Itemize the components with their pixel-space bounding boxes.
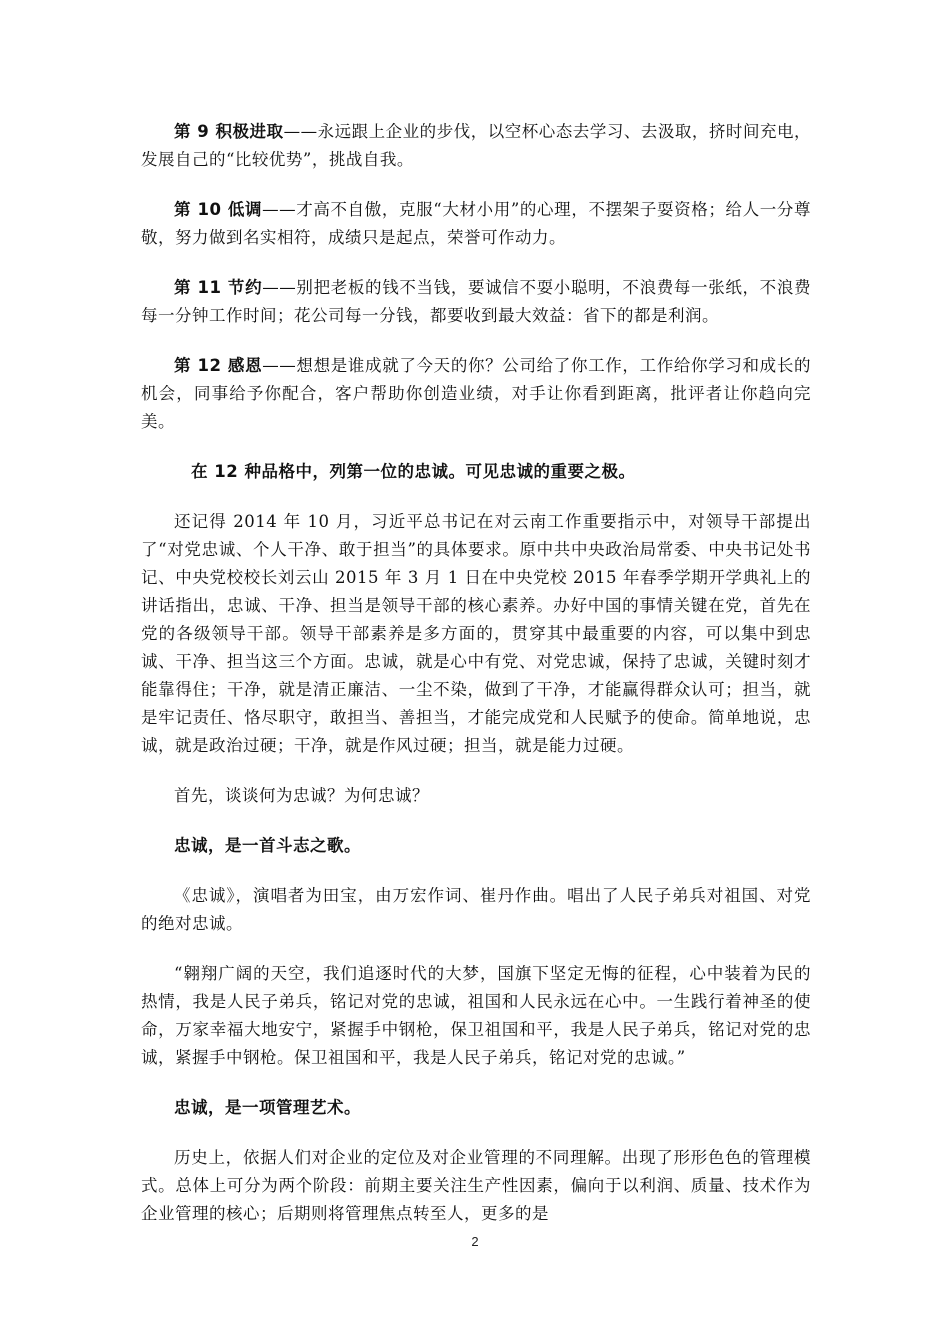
summary-heading: 在 12 种品格中，列第一位的忠诚。可见忠诚的重要之极。 xyxy=(191,462,636,481)
body-paragraph-question: 首先，谈谈何为忠诚？为何忠诚？ xyxy=(174,786,429,805)
trait-item-title: 第 9 积极进取 xyxy=(174,122,284,141)
trait-item-11 xyxy=(141,274,811,330)
trait-item-text: ——别把老板的钱不当钱，要诚信不耍小聪明，不浪费每一张纸，不浪费每一分钟工作时间；花公司每一分钱，都要收到最大效益：省下的都是利润。 xyxy=(141,278,812,325)
trait-item-10 xyxy=(141,196,811,252)
trait-item-text: ——永远跟上企业的步伐，以空杯心态去学习、去汲取，挤时间充电，发展自己的“比较优势”，挑战自我。 xyxy=(141,122,811,169)
trait-item-title: 第 12 感恩 xyxy=(174,356,263,375)
body-paragraph-lyrics: “翱翔广阔的天空，我们追逐时代的大梦，国旗下坚定无悔的征程，心中装着为民的热情，我是人民子弟兵，铭记对党的忠诚，祖国和人民永远在心中。一生践行着神圣的使命，万家幸福大地安宁，紧握手中钢枪，保卫祖国和平，我是人民子弟兵，铭记对党的忠诚，紧握手中钢枪。保卫祖国和平，我是人民子弟兵，铭记对党的忠诚。” xyxy=(141,964,811,1067)
trait-item-title: 第 10 低调 xyxy=(174,200,263,219)
page-number: 2 xyxy=(471,1234,479,1249)
section-heading-management: 忠诚，是一项管理艺术。 xyxy=(174,1098,361,1117)
body-paragraph-management: 历史上，依据人们对企业的定位及对企业管理的不同理解。出现了形形色色的管理模式。总体上可分为两个阶段：前期主要关注生产性因素，偏向于以利润、质量、技术作为企业管理的核心；后期则将管理焦点转至人，更多的是 xyxy=(141,1148,811,1223)
document-body xyxy=(141,118,811,1250)
trait-item-9 xyxy=(141,118,811,174)
trait-item-text: ——想想是谁成就了今天的你？公司给了你工作，工作给你学习和成长的机会，同事给予你配合，客户帮助你创造业绩，对手让你看到距离，批评者让你趋向完美。 xyxy=(141,356,812,431)
trait-item-text: ——才高不自傲，克服“大材小用”的心理，不摆架子耍资格；给人一分尊敬，努力做到名实相符，成绩只是起点，荣誉可作动力。 xyxy=(141,200,812,247)
body-paragraph-song-intro: 《忠诚》，演唱者为田宝，由万宏作词、崔丹作曲。唱出了人民子弟兵对祖国、对党的绝对忠诚。 xyxy=(141,886,811,933)
trait-item-12 xyxy=(141,352,811,436)
trait-item-title: 第 11 节约 xyxy=(174,278,263,297)
section-heading-song: 忠诚，是一首斗志之歌。 xyxy=(174,836,361,855)
body-paragraph-leadership: 还记得 2014 年 10 月，习近平总书记在对云南工作重要指示中，对领导干部提出了“对党忠诚、个人干净、敢于担当”的具体要求。原中共中央政治局常委、中央书记处书记、中央党校校长刘云山 2015 年 3 月 1 日在中央党校 2015 年春季学期开学典礼上的讲话指出，忠诚、干净、担当是领导干部的核心素养。办好中国的事情关键在党，首先在党的各级领导干部。领导干部素养是多方面的，贯穿其中最重要的内容，可以集中到忠诚、干净、担当这三个方面。忠诚，就是心中有党、对党忠诚，保持了忠诚，关键时刻才能靠得住；干净，就是清正廉洁、一尘不染，做到了干净，才能赢得群众认可；担当，就是牢记责任、恪尽职守，敢担当、善担当，才能完成党和人民赋予的使命。简单地说，忠诚，就是政治过硬；干净，就是作风过硬；担当，就是能力过硬。 xyxy=(141,512,811,755)
